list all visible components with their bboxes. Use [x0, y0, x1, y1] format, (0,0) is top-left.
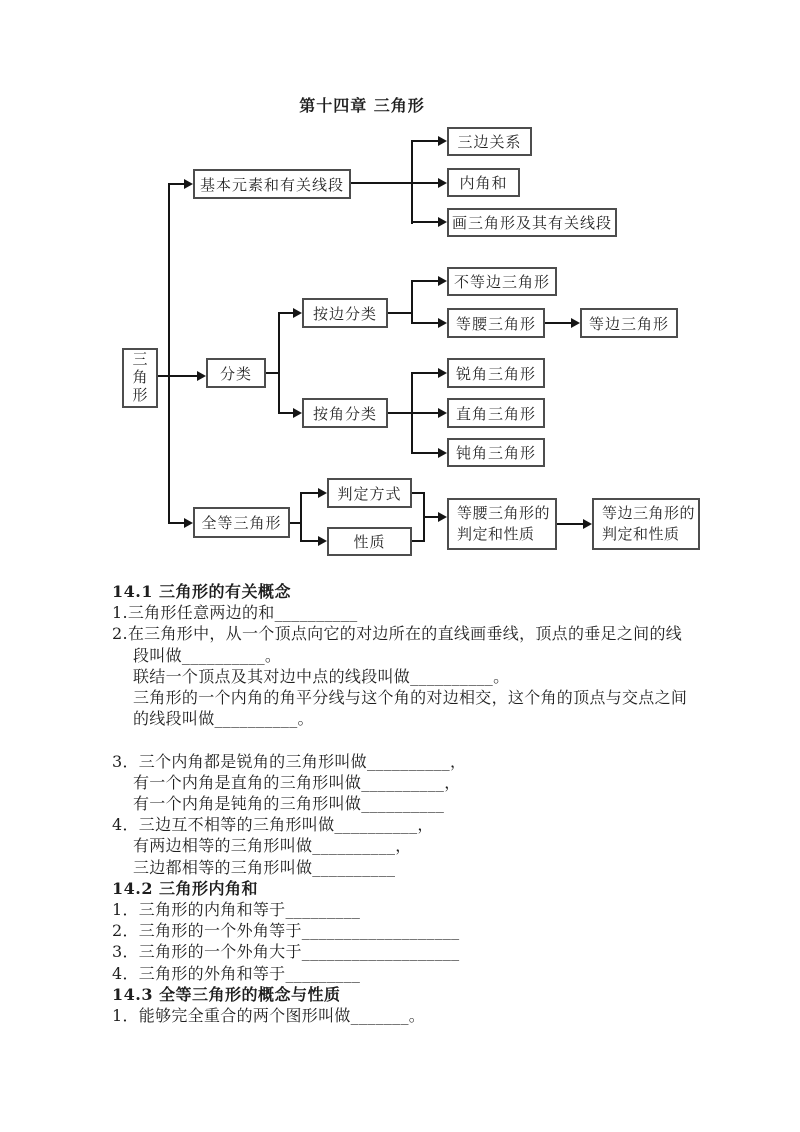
connector-line	[411, 452, 438, 454]
node-equilateral-judgment-properties	[592, 498, 700, 550]
connector-line	[158, 375, 197, 377]
node-congruent-triangles: 全等三角形	[193, 507, 290, 538]
arrow-head-icon	[293, 408, 302, 418]
arrow-head-icon	[438, 318, 447, 328]
section-heading-14-1: 14.1 三角形的有关概念	[112, 582, 292, 601]
worksheet-line: 联结一个顶点及其对边中点的线段叫做__________。	[133, 666, 510, 686]
node-acute-triangle: 锐角三角形	[447, 358, 545, 388]
arrow-head-icon	[197, 371, 206, 381]
connector-line	[300, 492, 302, 542]
node-classification: 分类	[206, 358, 266, 388]
worksheet-line: 三角形的一个内角的角平分线与这个角的对边相交，这个角的顶点与交点之间	[133, 688, 688, 708]
arrow-head-icon	[184, 179, 193, 189]
node-scalene-triangle: 不等边三角形	[447, 267, 557, 296]
node-label-line2: 判定和性质	[602, 525, 680, 543]
blank-line	[112, 729, 712, 750]
connector-line	[411, 372, 438, 374]
worksheet-line: 1.三角形任意两边的和__________	[112, 603, 358, 623]
worksheet-line: 4．三角形的外角和等于_________	[112, 963, 361, 983]
node-isosceles-triangle: 等腰三角形	[447, 308, 545, 338]
worksheet-line: 有两边相等的三角形叫做__________，	[133, 836, 412, 856]
worksheet-text	[112, 581, 712, 1026]
worksheet-line: 4．三边互不相等的三角形叫做__________，	[112, 815, 434, 835]
node-judgment-methods: 判定方式	[327, 478, 412, 508]
connector-line	[411, 372, 413, 454]
node-label-line2: 判定和性质	[457, 525, 535, 543]
arrow-head-icon	[438, 512, 447, 522]
node-interior-angle-sum: 内角和	[447, 168, 520, 197]
connector-line	[388, 412, 438, 414]
arrow-head-icon	[318, 488, 327, 498]
worksheet-line: 2.在三角形中，从一个顶点向它的对边所在的直线画垂线，顶点的垂足之间的线	[112, 624, 683, 644]
node-draw-triangle: 画三角形及其有关线段	[447, 208, 617, 237]
connector-line	[411, 322, 438, 324]
worksheet-line: 3．三角形的一个外角大于___________________	[112, 942, 460, 962]
arrow-head-icon	[293, 308, 302, 318]
connector-line	[351, 182, 438, 184]
node-right-triangle: 直角三角形	[447, 398, 545, 428]
connector-line	[300, 540, 318, 542]
connector-line	[168, 522, 184, 524]
arrow-head-icon	[438, 217, 447, 227]
node-label-line1: 等边三角形的	[602, 504, 696, 522]
arrow-head-icon	[583, 519, 592, 529]
connector-line	[423, 516, 438, 518]
node-label-line1: 等腰三角形的	[457, 504, 551, 522]
connector-line	[278, 412, 294, 414]
connector-line	[300, 492, 318, 494]
node-equilateral-triangle: 等边三角形	[580, 308, 678, 338]
connector-line	[278, 312, 294, 314]
connector-line	[411, 280, 438, 282]
worksheet-line: 三边都相等的三角形叫做__________	[133, 857, 396, 877]
worksheet-line: 有一个内角是直角的三角形叫做__________，	[133, 772, 461, 792]
arrow-head-icon	[318, 536, 327, 546]
section-heading-14-2: 14.2 三角形内角和	[112, 878, 259, 898]
worksheet-line: 的线段叫做__________。	[133, 709, 314, 729]
node-classify-by-angle: 按角分类	[302, 398, 388, 428]
node-classify-by-side: 按边分类	[302, 298, 388, 328]
worksheet-line: 段叫做__________。	[133, 645, 282, 665]
worksheet-line: 有一个内角是钝角的三角形叫做__________	[133, 794, 445, 814]
connector-line	[411, 221, 438, 223]
worksheet-line: 1．三角形的内角和等于_________	[112, 900, 361, 920]
connector-line	[411, 140, 438, 142]
node-triangle: 三角形	[122, 348, 158, 408]
arrow-head-icon	[438, 178, 447, 188]
connector-line	[168, 183, 170, 524]
chapter-title: 第十四章 三角形	[299, 96, 425, 115]
section-heading-14-3: 14.3 全等三角形的概念与性质	[112, 984, 341, 1004]
node-obtuse-triangle: 钝角三角形	[447, 438, 545, 467]
node-basic-elements: 基本元素和有关线段	[193, 169, 351, 199]
connector-line	[411, 140, 413, 224]
connector-line	[278, 312, 280, 414]
arrow-head-icon	[438, 408, 447, 418]
connector-line	[557, 523, 583, 525]
arrow-head-icon	[438, 136, 447, 146]
node-isosceles-judgment-properties	[447, 498, 557, 550]
worksheet-line: 2．三角形的一个外角等于___________________	[112, 921, 460, 941]
node-three-side-relation: 三边关系	[447, 127, 532, 156]
arrow-head-icon	[438, 276, 447, 286]
connector-line	[411, 280, 413, 324]
arrow-head-icon	[438, 448, 447, 458]
connector-line	[168, 183, 184, 185]
arrow-head-icon	[184, 518, 193, 528]
connector-line	[388, 312, 412, 314]
arrow-head-icon	[438, 368, 447, 378]
worksheet-line: 1．能够完全重合的两个图形叫做_______。	[112, 1006, 426, 1026]
worksheet-line: 3．三个内角都是锐角的三角形叫做__________，	[112, 751, 467, 771]
arrow-head-icon	[571, 318, 580, 328]
connector-line	[545, 322, 571, 324]
node-properties: 性质	[327, 527, 412, 556]
